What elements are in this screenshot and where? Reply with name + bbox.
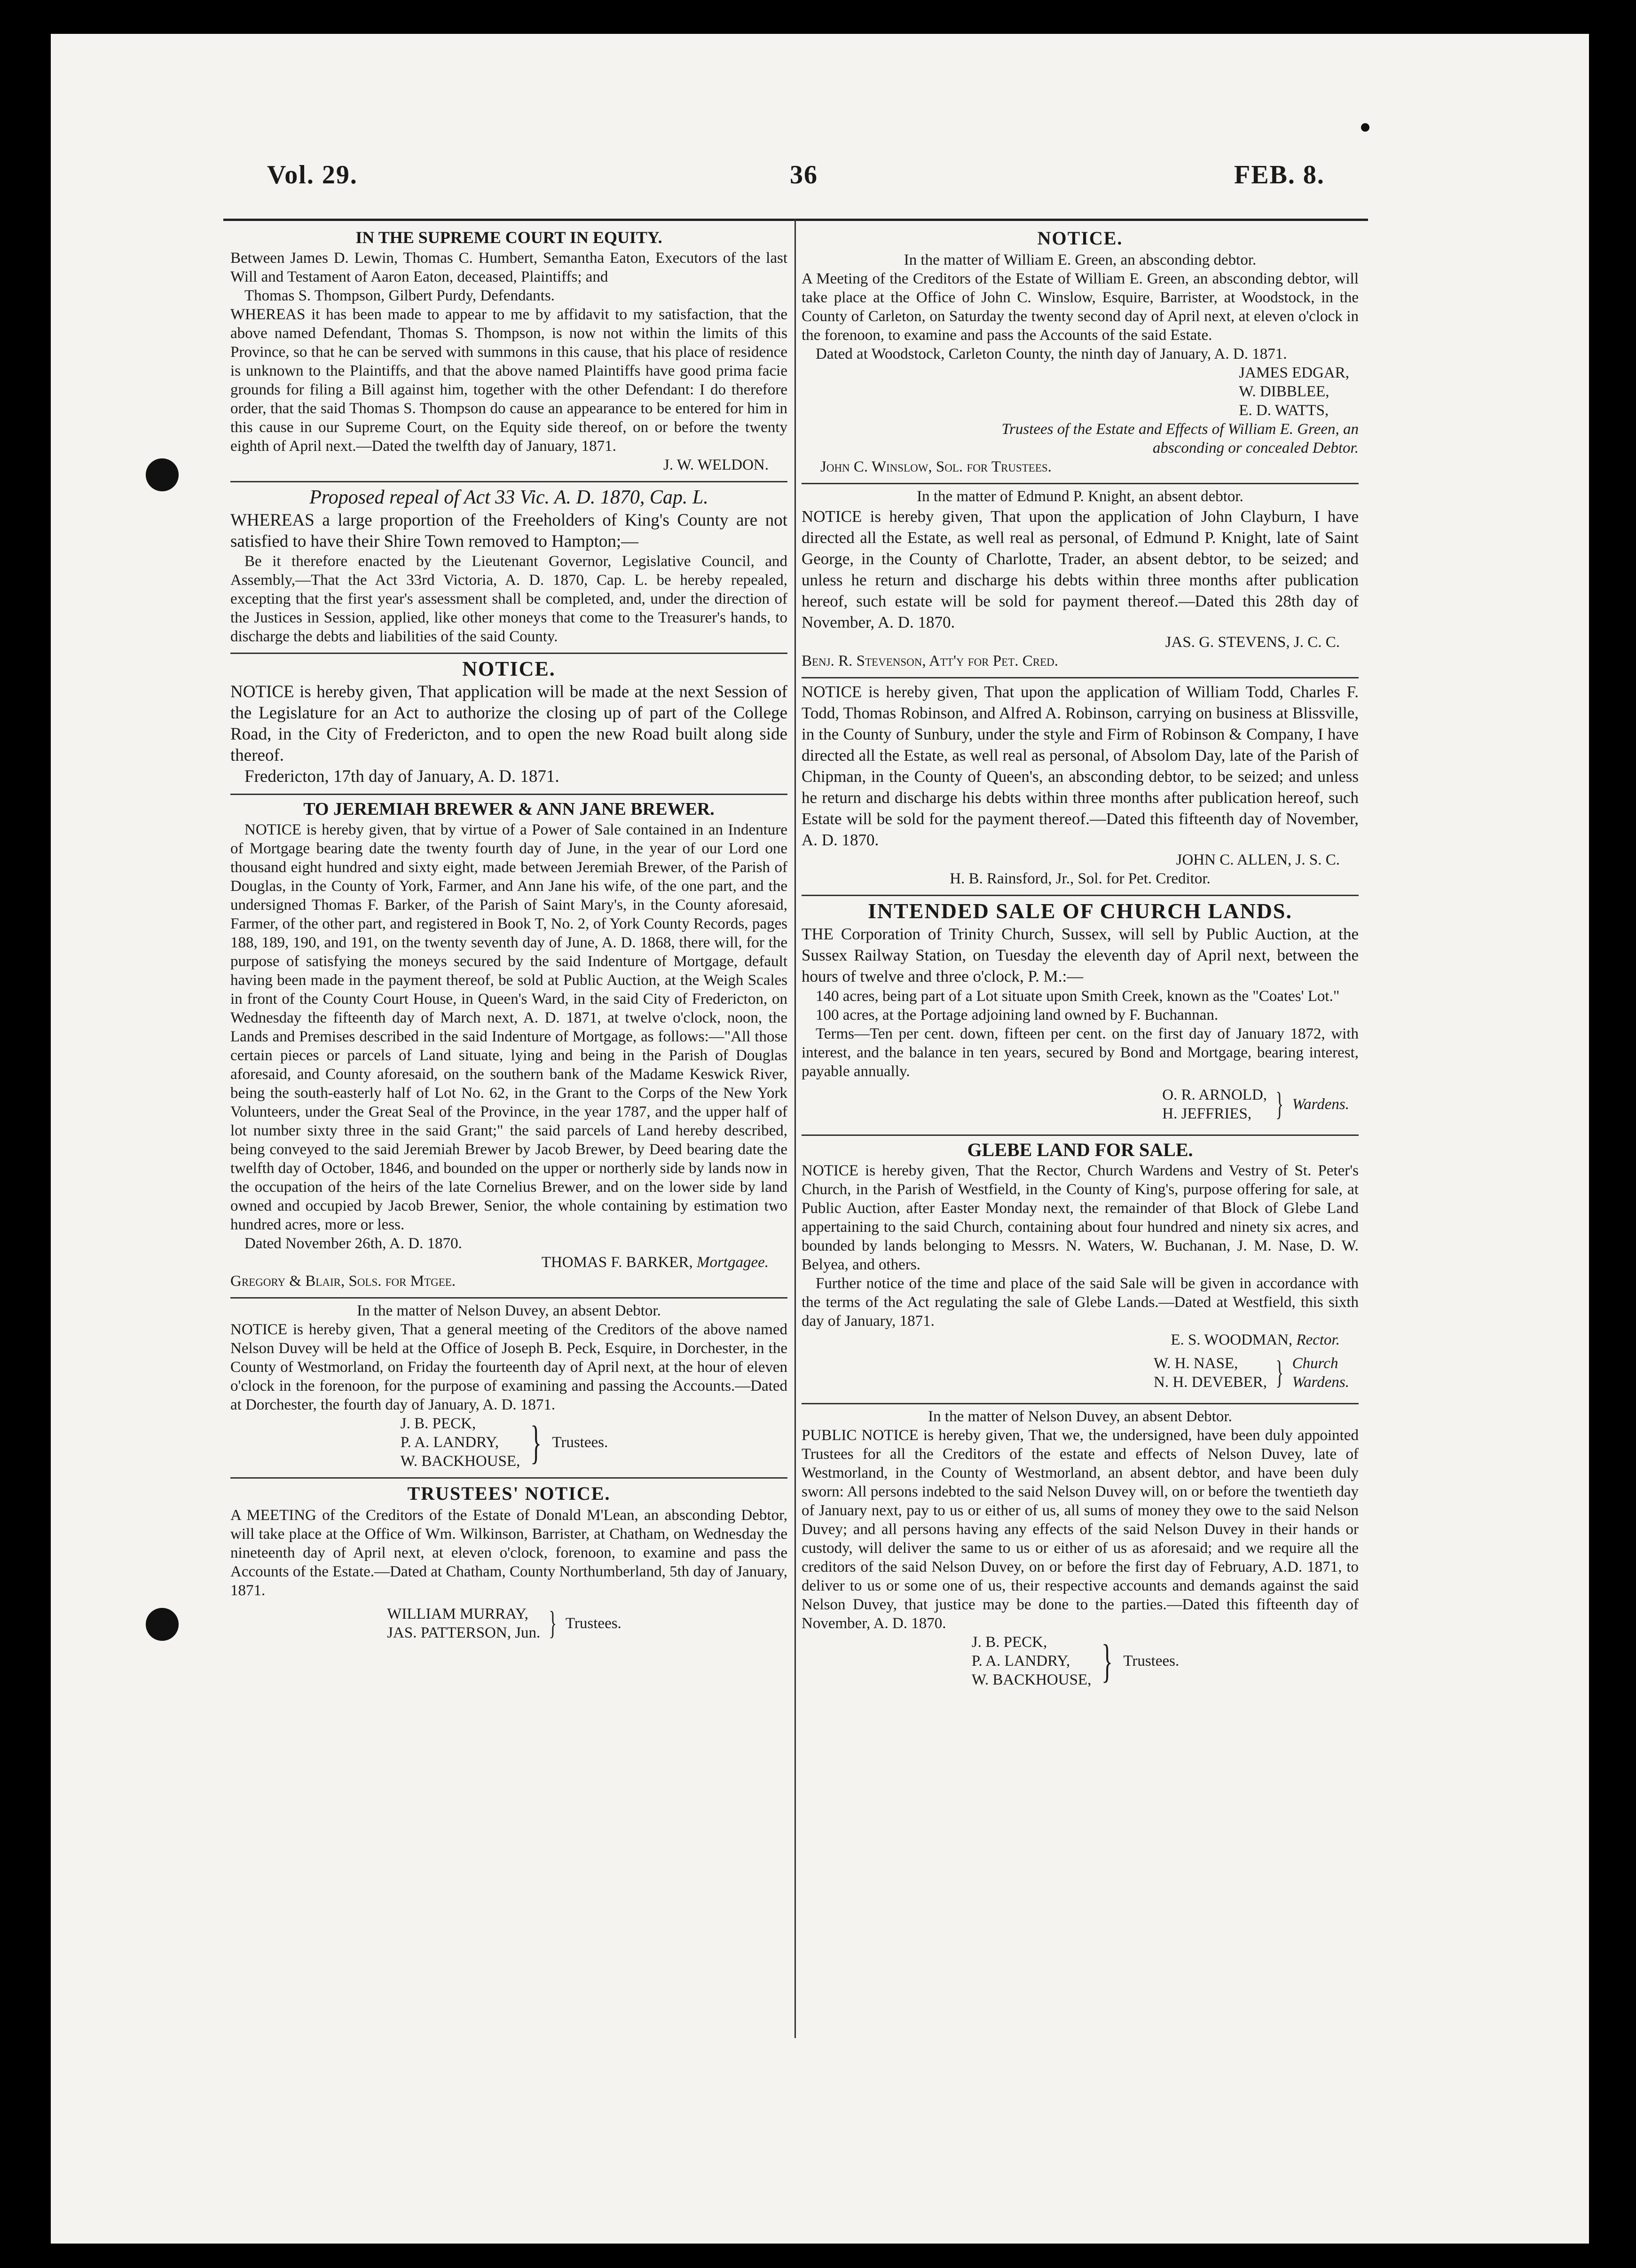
knight-title: In the matter of Edmund P. Knight, an absent debtor. [917, 488, 1243, 505]
green-body: A Meeting of the Creditors of the Estate of William E. Green, an absconding debtor, will take place at the Office of John C. Winslow, Esquire, Barrister, at Woodstock, in the County of Carleton, on Saturday the twenty second day of April next, at eleven o'clock in the forenoon, to examine and pass the Accounts of the said Estate. [802, 270, 1359, 344]
church-lot-1: 140 acres, being part of a Lot situate upon Smith Creek, known as the "Coates' Lot." [816, 988, 1340, 1005]
todd-body: NOTICE is hereby given, That upon the application of William Todd, Charles F. Todd, Thomas Robinson, and Alfred A. Robinson, carrying on business at Blissville, in the County of Sunbury, under the style and Firm of Robinson & Company, I have directed all the Estate, as well real as personal, of Absolom Day, late of the Parish of Chipman, in the County of Queen's, an absconding debtor, to be seized; and unless he return and discharge his debts within three months after publication hereof, such Estate will be sold for the payment thereof.—Dated this fifteenth day of November, A. D. 1870. [802, 683, 1359, 849]
brace-glyph: } [1275, 1354, 1284, 1391]
volume-label: Vol. 29. [267, 160, 358, 189]
trustee-name: W. DIBBLEE, [1239, 383, 1329, 400]
ink-dot [1361, 123, 1369, 132]
college-road-title: NOTICE. [462, 657, 556, 680]
brace-glyph: } [1101, 1635, 1113, 1687]
brewer-body: NOTICE is hereby given, that by virtue of a Power of Sale contained in an Indenture of Mortgage bearing date the twenty fourth day of June, in the year of our Lord one thousand eight hundred and sixty eight, made between Jeremiah Brewer, of the Parish of Douglas, in the County of York, Farmer, and Ann Jane his wife, of the one part, and the undersigned Thomas F. Barker, of the Parish of Saint Mary's, in the County aforesaid, Farmer, of the other part, and registered in Book T, No. 2, of York County Records, pages 188, 189, 190, and 191, on the twenty seventh day of June, A. D. 1868, there will, for the purpose of satisfying the moneys secured by the said Indenture of Mortgage, default having been made in the payment thereof, be sold at Public Auction, at the Weigh Scales in front of the County Court House, in Queen's Ward, in the said City of Fredericton, on Wednesday the fifteenth day of March next, A. D. 1871, at twelve o'clock, noon, the Lands and Premises described in the said Indenture of Mortgage, as follows:—"All those certain pieces or parcels of Land situate, lying and being in the Parish of Douglas aforesaid, and County aforesaid, on the southern bank of the Madame Keswick River, being the south-easterly half of Lot No. 62, in the Grant to the Corps of the New York Volunteers, under the Great Seal of the Province, in the year 1787, and the upper half of lot number sixty three in the said Grant;" the said parcels of Land hereby described, being conveyed to the said Jeremiah Brewer by Jacob Brewer, by Deed bearing date the twelfth day of October, 1846, and bounded on the upper or northerly side by lands now in the occupation of the heirs of the late Cornelius Brewer, and on the lower side by land owned and occupied by Jacob Brewer, Senior, the whole containing by estimation two hundred acres, more or less. [230, 821, 787, 1233]
brace-glyph: } [530, 1416, 542, 1468]
trustees-role: Trustees. [565, 1615, 621, 1632]
punch-hole-bottom [146, 1608, 179, 1641]
green-date: Dated at Woodstock, Carleton County, the ninth day of January, A. D. 1871. [816, 346, 1287, 362]
trustee-name: W. BACKHOUSE, [400, 1453, 520, 1470]
repeal-enacted: Be it therefore enacted by the Lieutenant Governor, Legislative Council, and Assembly,—That the Act 33rd Victoria, A. D. 1870, Cap. L. be hereby repealed, excepting that the first year's assessment shall be completed, and, under the direction of the Justices in Session, applied, like other moneys that come to the Treasurer's hands, to discharge the debts and liabilities of the said County. [230, 553, 787, 645]
trustee-name: P. A. LANDRY, [971, 1653, 1070, 1670]
church-lands-notice [802, 896, 1359, 1136]
trustee-name: E. D. WATTS, [1239, 402, 1329, 419]
todd-solicitor: H. B. Rainsford, Jr., Sol. for Pet. Creditor. [950, 870, 1211, 887]
brewer-solicitors: Gregory & Blair, Sols. for Mtgee. [230, 1273, 456, 1290]
warden-name: H. JEFFRIES, [1162, 1105, 1252, 1122]
trustees-title: TRUSTEES' NOTICE. [407, 1483, 611, 1504]
punch-hole-top [146, 458, 179, 491]
warden-name: W. H. NASE, [1153, 1355, 1238, 1372]
page-number: 36 [790, 160, 818, 189]
supreme-body: WHEREAS it has been made to appear to me by affidavit to my satisfaction, that the above named Defendant, Thomas S. Thompson, is now not within the limits of this Province, so that he can be served with summons in this cause, that his place of residence is unknown to the Plaintiffs, and that the above named Plaintiffs have good prima facie grounds for filing a Bill against him, together with the other Defendant: I do therefore order, that the said Thomas S. Thompson do cause an appearance to be entered for him in this cause in our Supreme Court, on the Equity side thereof, on or before the twenty eighth of April next.—Dated the twelfth day of January, 1871. [230, 306, 787, 455]
supreme-parties: Between James D. Lewin, Thomas C. Humbert, Semantha Eaton, Executors of the last Will and Testament of Aaron Eaton, deceased, Plaintiffs; and [230, 250, 787, 285]
trustees-notice [230, 1479, 787, 1654]
knight-body: NOTICE is hereby given, That upon the application of John Clayburn, I have directed all the Estate, as well real as personal, of Edmund P. Knight, late of Saint George, in the County of Charlotte, Trader, an absent debtor, to be seized; and unless he return and discharge his debts within three months after publication hereof, such estate will be sold for payment thereof.—Dated this 28th day of November, A. D. 1870. [802, 507, 1359, 631]
brewer-notice [230, 795, 787, 1299]
knight-signature: JAS. G. STEVENS, J. C. C. [1165, 634, 1340, 651]
church-terms: Terms—Ten per cent. down, fifteen per cent. on the first day of January 1872, with interest, and the balance in ten years, secured by Bond and Mortgage, bearing interest, payable annually. [802, 1025, 1359, 1080]
green-notice [802, 223, 1359, 484]
duvey-trustees-body: PUBLIC NOTICE is hereby given, That we, the undersigned, have been duly appointed Trustees for all the Creditors of the estate and effects of Nelson Duvey, late of Westmorland, in the County of Westmorland, an absent debtor, and have been duly sworn: All persons indebted to the said Nelson Duvey will, on or before the twentieth day of January next, pay to us or either of us, all sums of money they owe to the said Nelson Duvey; and all persons having any effects of the said Nelson Duvey in their hands or custody, will deliver the same to us or either of us as aforesaid; and we require all the creditors of the said Nelson Duvey, on or before the first day of February, A.D. 1871, to deliver to us or some one of us, their respective accounts and demands against the said Nelson Duvey, that justice may be done to the parties.—Dated this fifteenth day of November, A. D. 1870. [802, 1427, 1359, 1632]
brewer-signature: THOMAS F. BARKER, [541, 1254, 693, 1271]
warden-name: N. H. DEVEBER, [1153, 1374, 1267, 1391]
college-road-body: NOTICE is hereby given, That application will be made at the next Session of the Legislature for an Act to authorize the closing up of part of the College Road, in the City of Fredericton, and to open the new Road built along side thereof. [230, 682, 787, 765]
duvey-meeting-title: In the matter of Nelson Duvey, an absent Debtor. [357, 1302, 661, 1319]
trustee-name: J. B. PECK, [400, 1415, 476, 1432]
glebe-body: NOTICE is hereby given, That the Rector, Church Wardens and Vestry of St. Peter's Church, in the Parish of Westfield, in the County of King's, purpose offering for sale, at Public Auction, after Easter Monday next, the remainder of that Block of Glebe Land appertaining to the said Church, containing about four hundred and ninety six acres, and bounded by lands belonging to Messrs. N. Waters, W. Buchanan, J. M. Nase, D. W. Belyea, and others. [802, 1162, 1359, 1273]
trustee-name: JAMES EDGAR, [1239, 364, 1349, 381]
warden-name: O. R. ARNOLD, [1162, 1087, 1267, 1103]
glebe-body-2: Further notice of the time and place of the said Sale will be given in accordance with the terms of the Act regulating the sale of Glebe Lands.—Dated at Westfield, this sixth day of January, 1871. [802, 1275, 1359, 1330]
college-road-date: Fredericton, 17th day of January, A. D. 1871. [244, 767, 559, 786]
brace-glyph: } [1275, 1086, 1284, 1122]
supreme-defendants: Thomas S. Thompson, Gilbert Purdy, Defendants. [244, 287, 555, 304]
wardens-role: Wardens. [1292, 1374, 1349, 1391]
green-subtitle: In the matter of William E. Green, an absconding debtor. [904, 252, 1257, 268]
issue-date: FEB. 8. [1234, 160, 1325, 189]
college-road-notice [230, 654, 787, 795]
church-body: THE Corporation of Trinity Church, Sussex, will sell by Public Auction, at the Sussex Railway Station, on Tuesday the eleventh day of April next, between the hours of twelve and three o'clock, P. M.:— [802, 925, 1359, 985]
duvey-trustees-notice [802, 1404, 1359, 1696]
left-column [230, 223, 787, 1654]
trustee-name: P. A. LANDRY, [400, 1434, 499, 1451]
knight-attorney: Benj. R. Stevenson, Att'y for Pet. Cred. [802, 653, 1058, 669]
supreme-signature: J. W. WELDON. [663, 457, 769, 473]
repeal-title: Proposed repeal of Act 33 Vic. A. D. 1870, Cap. L. [309, 487, 708, 508]
glebe-notice [802, 1136, 1359, 1404]
trustees-role: Trustees. [552, 1434, 608, 1451]
trustee-name: WILLIAM MURRAY, [387, 1606, 528, 1622]
duvey-meeting-body: NOTICE is hereby given, That a general meeting of the Creditors of the above named Nelson Duvey will be held at the Office of Joseph B. Peck, Esquire, in Dorchester, in the County of Westmorland, on Friday the fourteenth day of April next, at the hour of eleven o'clock in the forenoon, for the purpose of examining and passing the Accounts.—Dated at Dorchester, the fourth day of January, A. D. 1871. [230, 1321, 787, 1413]
trustee-name: JAS. PATTERSON, Jun. [387, 1624, 541, 1641]
todd-signature: JOHN C. ALLEN, J. S. C. [1176, 851, 1340, 868]
trustees-body: A MEETING of the Creditors of the Estate of Donald M'Lean, an absconding Debtor, will take place at the Office of Wm. Wilkinson, Barrister, at Chatham, on Wednesday the nineteenth day of April next, at eleven o'clock, forenoon, to examine and pass the Accounts of the Estate.—Dated at Chatham, County Northumberland, 5th day of January, 1871. [230, 1507, 787, 1599]
right-column [802, 223, 1359, 1696]
repeal-whereas: WHEREAS a large proportion of the Freeholders of King's County are not satisfied to have their Shire Town removed to Hampton;— [230, 511, 787, 551]
duvey-trustees-title: In the matter of Nelson Duvey, an absent Debtor. [928, 1408, 1232, 1425]
green-trustees-role: Trustees of the Estate and Effects of William E. Green, an absconding or concealed Debtor. [1001, 421, 1359, 457]
todd-notice [802, 678, 1359, 896]
brewer-title: TO JEREMIAH BREWER & ANN JANE BREWER. [303, 799, 715, 819]
brace-glyph: } [549, 1605, 557, 1641]
supreme-title: IN THE SUPREME COURT IN EQUITY. [355, 228, 662, 247]
rector-role: Rector. [1296, 1331, 1340, 1348]
trustee-name: W. BACKHOUSE, [971, 1671, 1092, 1688]
church-role: Church [1292, 1355, 1338, 1372]
rector-name: E. S. WOODMAN, [1171, 1331, 1293, 1348]
wardens-role: Wardens. [1292, 1096, 1349, 1113]
green-title: NOTICE. [1037, 228, 1123, 249]
supreme-court-notice [230, 223, 787, 482]
column-divider [794, 219, 796, 2038]
glebe-title: GLEBE LAND FOR SALE. [967, 1139, 1193, 1160]
brewer-date: Dated November 26th, A. D. 1870. [244, 1235, 462, 1252]
church-title: INTENDED SALE OF CHURCH LANDS. [867, 899, 1293, 923]
church-lot-2: 100 acres, at the Portage adjoining land owned by F. Buchannan. [816, 1007, 1219, 1024]
knight-notice [802, 484, 1359, 678]
duvey-meeting-notice [230, 1299, 787, 1479]
trustees-role: Trustees. [1123, 1653, 1180, 1670]
brewer-role: Mortgagee. [696, 1254, 769, 1271]
repeal-notice [230, 482, 787, 654]
trustee-name: J. B. PECK, [971, 1634, 1047, 1651]
green-solicitor: John C. Winslow, Sol. for Trustees. [820, 458, 1052, 475]
